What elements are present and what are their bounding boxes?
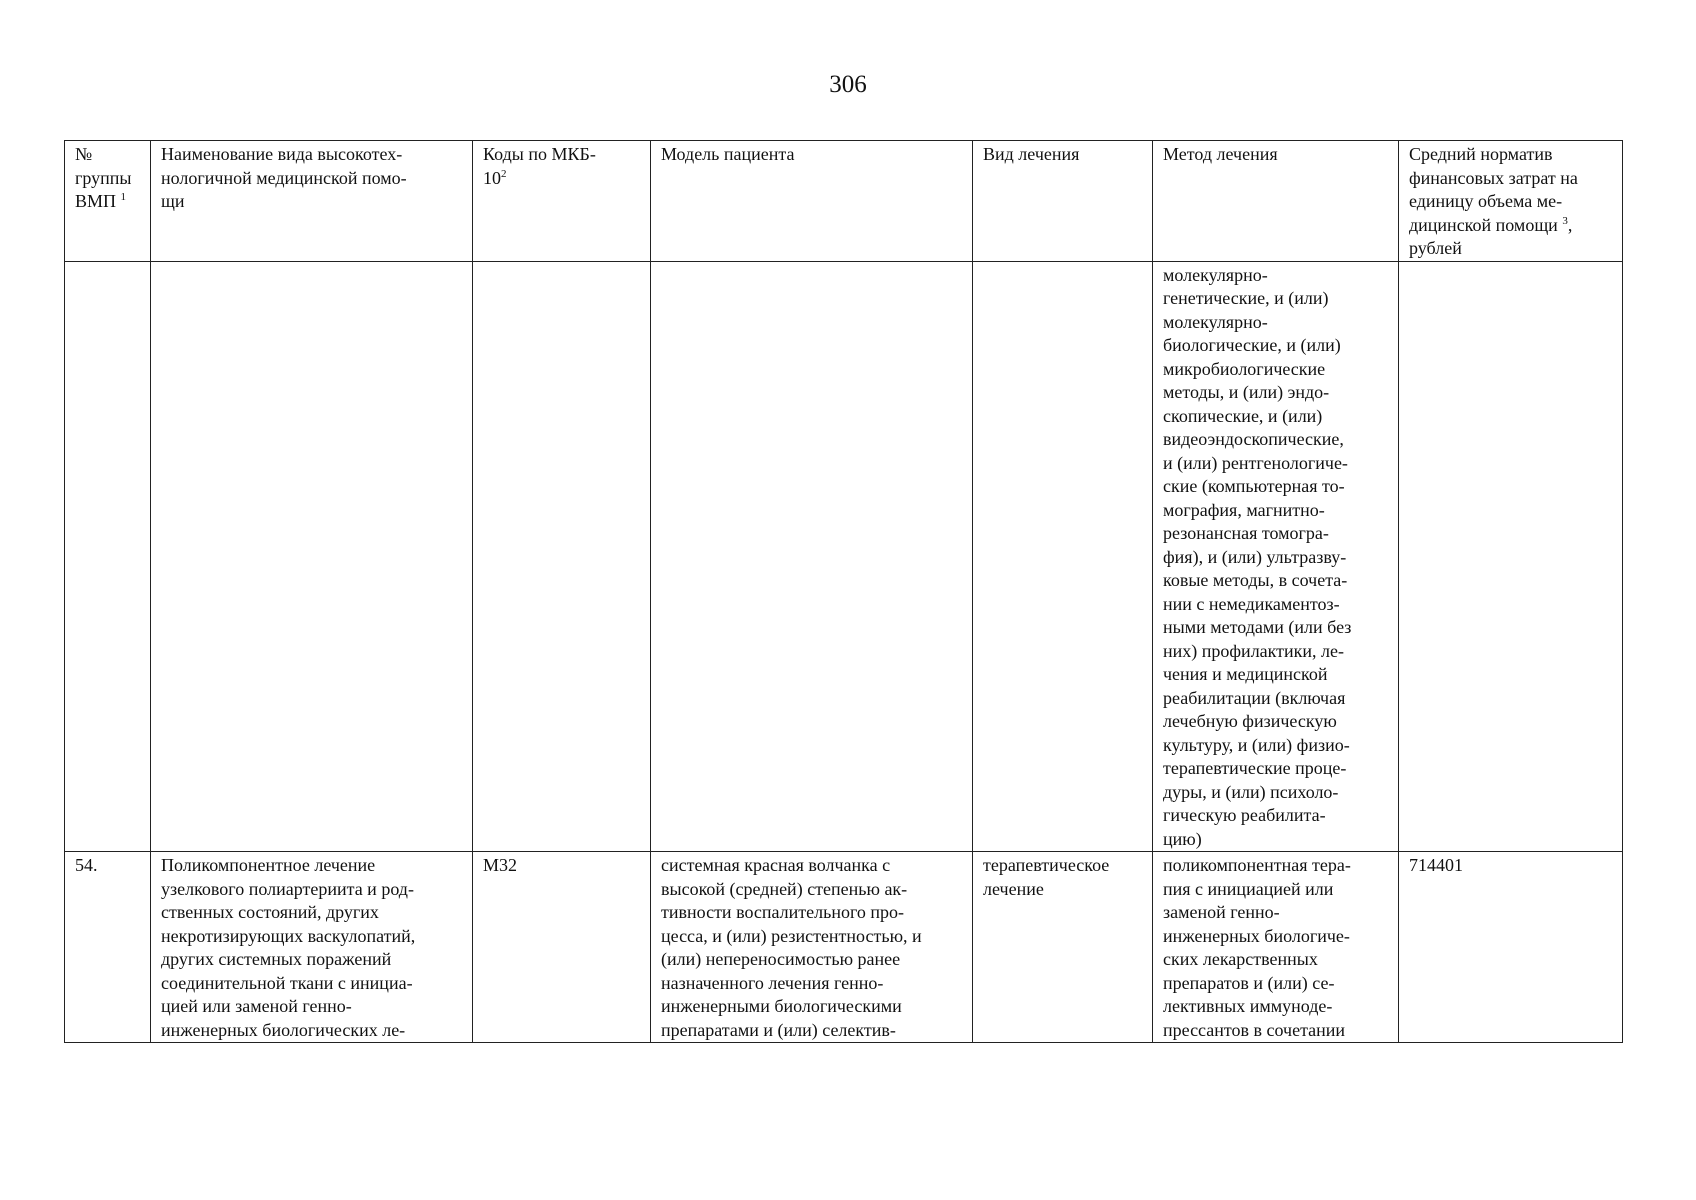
header-cost: Средний норматив финансовых затрат на единицу объема ме- дицинской помощи $^3$, рублей <box>1399 141 1623 262</box>
table-row <box>65 852 1623 1043</box>
cell-codes: M32 <box>473 852 651 1043</box>
cell-treatment-method: поликомпонентная тера- пия с инициацией или заменой генно- инженерных биологиче- ских лекарственных препаратов и (или) се- лективных иммуноде- прессантов в сочетании <box>1153 852 1399 1043</box>
cell-group-no: 54. <box>65 852 151 1043</box>
header-codes: Коды по МКБ- $10^2$ <box>473 141 651 262</box>
header-name: Наименование вида высокотех- нологичной медицинской помо- щи <box>151 141 473 262</box>
cell-patient-model: системная красная волчанка с высокой (средней) степенью ак- тивности воспалительного про- цесса, и (или) резистентностью, и (или) непереносимостью ранее назначенного лечения генно- инженерными биологическими препаратами и (или) селектив- <box>651 852 973 1043</box>
cell-cost <box>1399 261 1623 852</box>
cell-treatment-type <box>973 261 1153 852</box>
cell-patient-model <box>651 261 973 852</box>
table-row <box>65 261 1623 852</box>
cell-name <box>151 261 473 852</box>
vmp-table <box>64 140 1623 1043</box>
header-treatment-method: Метод лечения <box>1153 141 1399 262</box>
cell-name: Поликомпонентное лечение узелкового полиартериита и род- ственных состояний, других некротизирующих васкулопатий, других системных поражений соединительной ткани с инициа- цией или заменой генно- инженерных биологических ле- <box>151 852 473 1043</box>
cell-codes <box>473 261 651 852</box>
header-patient-model: Модель пациента <box>651 141 973 262</box>
cell-group-no <box>65 261 151 852</box>
cell-cost: 714401 <box>1399 852 1623 1043</box>
page-number: 306 <box>829 71 867 98</box>
cell-treatment-type: терапевтическое лечение <box>973 852 1153 1043</box>
cell-treatment-method: молекулярно- генетические, и (или) молекулярно- биологические, и (или) микробиологические методы, и (или) эндо- скопические, и (или) видеоэндоскопические, и (или) рентгенологиче- ские (компьютерная то- мография, магнитно- резонансная томогра- фия), и (или) ультразву- ковые методы, в сочета- нии с немедикаментоз- ными методами (или без них) профилактики, ле- чения и медицинской реабилитации (включая лечебную физическую культуру, и (или) физио- терапевтические проце- дуры, и (или) психоло- гическую реабилита- цию) <box>1153 261 1399 852</box>
header-group-no: № группы ВМП $^1$ <box>65 141 151 262</box>
table-header-row <box>65 141 1623 262</box>
header-treatment-type: Вид лечения <box>973 141 1153 262</box>
